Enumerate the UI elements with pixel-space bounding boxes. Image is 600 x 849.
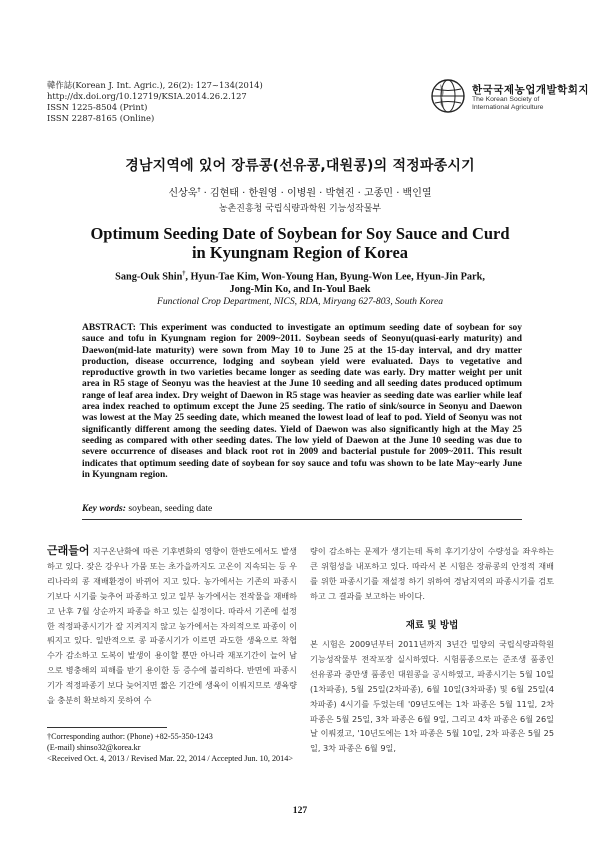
society-logo: [430, 78, 590, 118]
corresponding-author-korean: 신상욱: [168, 188, 198, 199]
keywords-label: Key words:: [82, 503, 126, 514]
page-number: 127: [292, 805, 308, 816]
methods-text: 본 시험은 2009년부터 2011년까지 3년간 밀양의 국립식량과학원 기능성작물부 전작포장 실시하였다. 시험품종으로는 준조생 품종인 선유콩과 중만생 품종인 대원콩을 공시하였고, 파종시기는 5월 10일(1차파종), 5월 25일(2차파종), 6월 10일(3차파종) 및 6월 25일(4차파종) 4시기를 두었는데 '09년도에는 1차 파종은 5월 11일, 2차 파종은 5월 25일, 3차 파종은 6월 9일, 그리고 4차 파종은 6월 26일날 이뤄졌고, '10년도에는 1차 파종은 5월 10일, 2차 파종은 5월 25일, 3차 파종은 6월 9일,: [310, 639, 554, 754]
footnote-dates: <Received Oct. 4, 2013 / Revised Mar. 22, 2014 / Accepted Jun. 10, 2014>: [47, 754, 293, 763]
doi-link[interactable]: http://dx.doi.org/10.12719/KSIA.2014.26.2.127: [47, 91, 247, 101]
introduction-continued: 량이 감소하는 문제가 생기는데 특히 후기기상이 수량성을 좌우하는 큰 위험성을 내포하고 있다. 따라서 본 시험은 장류콩의 안정적 재배를 위한 파종시기를 재설정 하기 위하여 경남지역의 파종시기를 검토하고 그 결과를 보고하는 바이다.: [310, 546, 554, 601]
footnote-email: (E-mail) shinso32@korea.kr: [47, 743, 141, 752]
authors-english-line2: Jong-Min Ko, and In-Youl Baek: [229, 284, 371, 296]
abstract-divider: [82, 519, 522, 520]
footnote-corresponding: †Corresponding author: (Phone) +82-55-350-1243: [47, 732, 213, 741]
title-english: [0, 224, 600, 262]
journal-citation: 韓作誌(Korean J. Int. Agric.), 26(2): 127~134(2014): [47, 80, 263, 90]
section-heading-methods: 재료 및 방법: [405, 620, 459, 631]
authors-english-line1: [0, 268, 600, 283]
coauthors-korean: · 김현태 · 한원영 · 이병원 · 박현진 · 고종민 · 백인열: [200, 188, 432, 199]
corresponding-mark-english: †: [182, 271, 186, 277]
authors-korean: [0, 184, 600, 199]
title-english-line1: Optimum Seeding Date of Soybean for Soy Sauce and Curd: [90, 224, 510, 243]
intro-body: 지구온난화에 따른 기후변화의 영향이 한반도에서도 발생하고 있다. 잦은 강우나 가뭄 또는 초가을까지도 고온이 지속되는 등 우리나라의 콩 재배환경이 바뀌어 지고 있다. 농가에서는 기존의 파종시기보다 시기를 늦추어 파종하고 있고 일부 농가에서는 전작물을 재배하고 난후 7월 상순까지 파종을 하고 있는 실정이다. 따라서 기존에 설정한 적정파종시기가 잘 지켜지지 않고 농가에서는 자의적으로 파종이 이뤄지고 있다. 일반적으로 콩 파종시기가 이르면 과도한 생육으로 착협수가 감소하고 도복이 발생이 용이할 뿐만 아니라 재포기간이 늘어 남으로 병충해의 피해를 받기 용이한 등 증수에 불리하다. 반면에 파종시기가 적정파종기 보다 늦어지면 짧은 기간에 생육이 이뤄지므로 생육량을 충분히 확보하지 못하여 수: [47, 546, 297, 706]
corresponding-mark: †: [197, 186, 201, 194]
title-english-line2: in Kyungnam Region of Korea: [191, 243, 409, 262]
journal-header: [47, 80, 263, 124]
globe-logo-icon: [430, 78, 466, 114]
society-name-english: The Korean Society of International Agriculture: [472, 96, 544, 111]
issn-print: ISSN 1225-8504 (Print): [47, 102, 148, 112]
affiliation-korean: 농촌진흥청 국립식량과학원 기능성작물부: [218, 204, 382, 214]
affiliation-english: Functional Crop Department, NICS, RDA, Miryang 627-803, South Korea: [156, 296, 443, 307]
keywords: [82, 503, 212, 514]
coauthors-english: , Hyun-Tae Kim, Won-Young Han, Byung-Won Lee, Hyun-Jin Park,: [185, 271, 485, 283]
society-name-korean: 한국국제농업개발학회지: [472, 84, 590, 96]
footnote: [47, 731, 293, 764]
introduction-column: [47, 544, 297, 708]
corresponding-author-english: Sang-Ouk Shin: [115, 271, 183, 283]
abstract: ABSTRACT: This experiment was conducted to investigate an optimum seeding date of soybean for soy sauce and tofu in Kyungnam region for 2009~2011. Soybean seeds of Seonyu(quasi-early maturity) and Daewon(mid-late maturity) were sown from May 10 to June 25 at the 15-day interval, and dry matter production, disease occurrence, lodging and soybean yield were evaluated. Days to vegetative and reproductive growth in two varieties became longer as seeding date was early. Dry matter weight per unit area in R5 stage of Seonyu was the heaviest at the June 10 seeding and all seeding dates produced optimum range of leaf area index. Dry weight of Daewon in R5 stage was heavier as seeding date was earlier while leaf area index reached to optimum except the June 25 seeding. The ratio of sink/source in Seonyu and Daewon was lowest at the May 25 seeding date, which meaned the lowest load of leaf to pod. Yield of Seonyu was not significantly different among the seeding dates. Yield of Daewon was also significantly high at the May 25 seeding as compared with other seeding dates. The low yield of Daewon at the June 10 seeding was due to severe occurrence of diseases and black root rot in 2009 and bacterial pustule for 2009~2011. This result indicates that optimum seeding date of soybean for soy sauce and tofu was shown to be late May~early June in Kyungnam region.: [82, 323, 522, 480]
title-korean: 경남지역에 있어 장류콩(선유콩,대원콩)의 적정파종시기: [125, 158, 475, 174]
issn-online: ISSN 2287-8165 (Online): [47, 113, 155, 123]
methods-body: [310, 637, 554, 756]
keywords-list: soybean, seeding date: [128, 503, 213, 514]
authors-english: [0, 268, 600, 296]
footnote-divider: [47, 727, 167, 728]
intro-lead-word: 근래들어: [47, 544, 90, 557]
